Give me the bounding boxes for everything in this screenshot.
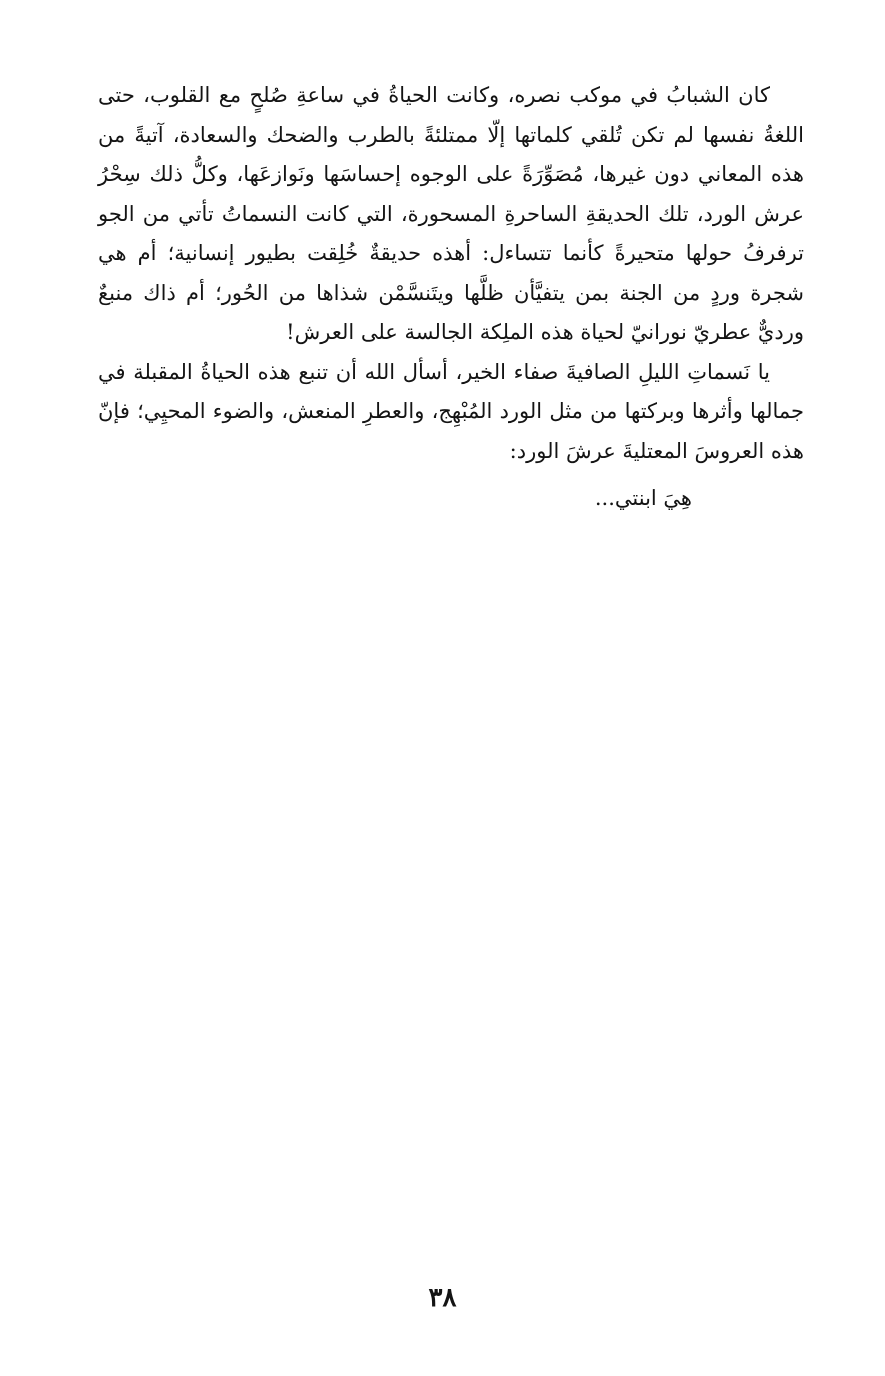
paragraph-garden: كان الشبابُ في موكب نصره، وكانت الحياةُ في ساعةِ صُلحٍ مع القلوب، حتى اللغةُ نفسها لم تكن تُلقي كلماتها إلّا ممتلئةً بالطرب والضحك والسعادة، آتيةً من هذه المعاني دون غيرها، مُصَوِّرَةً على الوجوه إحساسَها ونَوازعَها، وكلُّ ذلك سِحْرُ عرش الورد، تلك الحديقةِ الساحرةِ المسحورة، التي كانت النسماتُ تأتي من الجو ترفرفُ حولها متحيرةً كأنما تتساءل: أهذه حديقةٌ خُلِقت بطيور إنسانية؛ أم هي شجرة وردٍ من الجنة بمن يتفيَّأن ظلَّها ويتَنسَّمْن شذاها من الحُور؛ أم ذاك منبعٌ ورديٌّ عطريّ نورانيّ لحياة هذه الملِكة الجالسة على العرش! — [98, 83, 804, 344]
page-number: ٣٨ — [428, 1283, 457, 1313]
paragraph-closing-line: هِيَ ابنتي... — [594, 486, 692, 510]
paragraph-night-breezes: يا نَسماتِ الليلِ الصافيةَ صفاء الخير، أسأل الله أن تنبع هذه الحياةُ المقبلة في جمالها وأثرها وبركتها من مثل الورد المُبْهِج، والعطرِ المنعش، والضوء المحيِي؛ فإنّ هذه العروسَ المعتليةَ عرشَ الورد: — [98, 359, 804, 463]
body-text — [98, 76, 804, 519]
